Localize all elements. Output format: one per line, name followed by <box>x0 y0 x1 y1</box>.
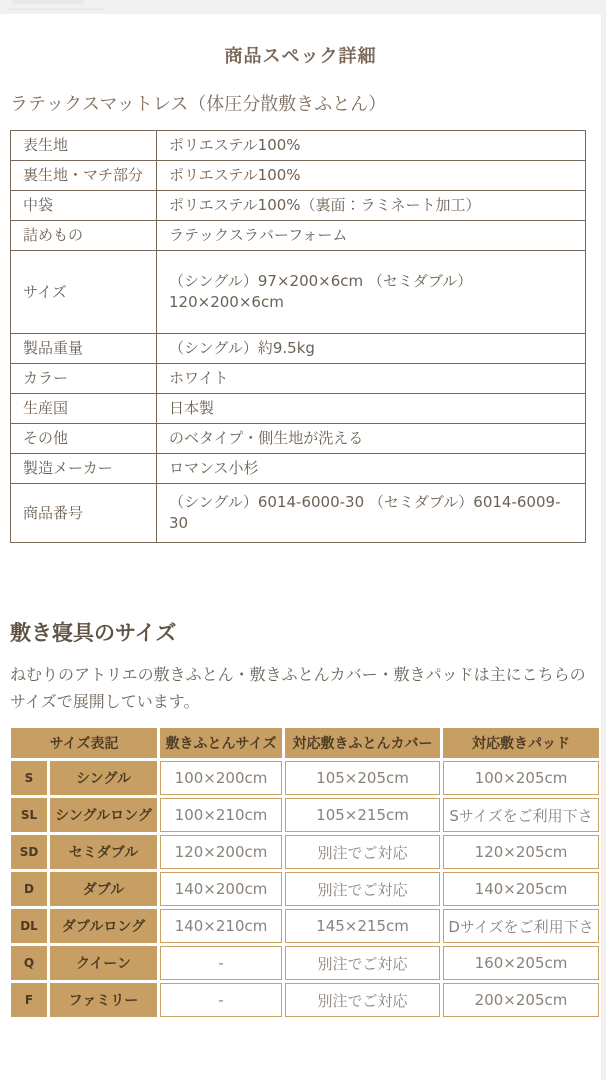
size-header-cover: 対応敷きふとんカバー <box>285 728 440 758</box>
spec-value: ポリエステル100% <box>157 161 586 191</box>
spec-value: （シングル）97×200×6cm （セミダブル）120×200×6cm <box>157 251 586 334</box>
size-cell-futon: 100×200cm <box>160 761 282 795</box>
spec-label: その他 <box>11 424 157 454</box>
size-cell-futon: 140×200cm <box>160 872 282 906</box>
size-cell-pad: Sサイズをご利用下さ <box>443 798 599 832</box>
size-cell-pad: Dサイズをご利用下さ <box>443 909 599 943</box>
spec-row <box>11 394 586 424</box>
size-section-description: ねむりのアトリエの敷きふとん・敷きふとんカバー・敷きパッドは主にこちらのサイズで展開しています。 <box>10 665 586 711</box>
spec-row <box>11 454 586 484</box>
size-cell-cover: 105×205cm <box>285 761 440 795</box>
spec-label: 生産国 <box>11 394 157 424</box>
spec-label: サイズ <box>11 251 157 334</box>
spec-value: 日本製 <box>157 394 586 424</box>
product-name-subtitle: ラテックスマットレス（体圧分散敷きふとん） <box>10 94 387 115</box>
size-cell-name: ダブル <box>50 872 157 906</box>
spec-label: 商品番号 <box>11 484 157 543</box>
size-cell-futon: 100×210cm <box>160 798 282 832</box>
spec-row <box>11 424 586 454</box>
size-row <box>11 983 599 1017</box>
size-cell-pad: 160×205cm <box>443 946 599 980</box>
spec-value: （シングル）6014-6000-30 （セミダブル）6014-6009-30 <box>157 484 586 543</box>
spec-row <box>11 191 586 221</box>
size-cell-code: F <box>11 983 47 1017</box>
spec-value: ポリエステル100%（裏面：ラミネート加工） <box>157 191 586 221</box>
size-row <box>11 835 599 869</box>
size-cell-pad: 120×205cm <box>443 835 599 869</box>
spec-row <box>11 221 586 251</box>
cutoff-text-fragment <box>12 0 84 4</box>
size-header-futon: 敷きふとんサイズ <box>160 728 282 758</box>
spec-row <box>11 161 586 191</box>
spec-label: カラー <box>11 364 157 394</box>
size-cell-cover: 別注でご対応 <box>285 946 440 980</box>
size-cell-code: SL <box>11 798 47 832</box>
size-row <box>11 798 599 832</box>
size-cell-cover: 別注でご対応 <box>285 983 440 1017</box>
spec-value: ラテックスラバーフォーム <box>157 221 586 251</box>
size-cell-code: DL <box>11 909 47 943</box>
product-spec-table <box>10 130 586 543</box>
size-row <box>11 946 599 980</box>
size-cell-cover: 別注でご対応 <box>285 835 440 869</box>
size-header-row <box>11 728 599 758</box>
size-row <box>11 872 599 906</box>
size-row <box>11 909 599 943</box>
product-spec-table-body <box>11 131 586 543</box>
size-cell-futon: 140×210cm <box>160 909 282 943</box>
spec-row <box>11 251 586 334</box>
size-cell-code: Q <box>11 946 47 980</box>
size-cell-cover: 145×215cm <box>285 909 440 943</box>
bedding-size-table-body <box>11 761 599 1017</box>
spec-label: 裏生地・マチ部分 <box>11 161 157 191</box>
bedding-size-table <box>8 725 602 1020</box>
spec-label: 表生地 <box>11 131 157 161</box>
spec-row <box>11 484 586 543</box>
size-cell-pad: 140×205cm <box>443 872 599 906</box>
cutoff-top-element <box>8 0 108 12</box>
spec-value: （シングル）約9.5kg <box>157 334 586 364</box>
spec-label: 製造メーカー <box>11 454 157 484</box>
spec-label: 詰めもの <box>11 221 157 251</box>
page-title: 商品スペック詳細 <box>224 46 377 67</box>
spec-value: ホワイト <box>157 364 586 394</box>
size-cell-code: D <box>11 872 47 906</box>
size-cell-cover: 105×215cm <box>285 798 440 832</box>
size-cell-pad: 200×205cm <box>443 983 599 1017</box>
size-cell-futon: - <box>160 983 282 1017</box>
size-cell-name: ファミリー <box>50 983 157 1017</box>
spec-label: 製品重量 <box>11 334 157 364</box>
size-cell-name: クイーン <box>50 946 157 980</box>
size-cell-futon: - <box>160 946 282 980</box>
size-cell-name: ダブルロング <box>50 909 157 943</box>
spec-value: ロマンス小杉 <box>157 454 586 484</box>
size-cell-name: シングルロング <box>50 798 157 832</box>
size-cell-name: シングル <box>50 761 157 795</box>
spec-row <box>11 364 586 394</box>
size-header-notation: サイズ表記 <box>11 728 157 758</box>
size-cell-code: SD <box>11 835 47 869</box>
size-cell-futon: 120×200cm <box>160 835 282 869</box>
spec-row <box>11 131 586 161</box>
size-cell-cover: 別注でご対応 <box>285 872 440 906</box>
size-cell-code: S <box>11 761 47 795</box>
bedding-size-table-head <box>11 728 599 758</box>
size-cell-name: セミダブル <box>50 835 157 869</box>
spec-value: のベタイプ・側生地が洗える <box>157 424 586 454</box>
spec-value: ポリエステル100% <box>157 131 586 161</box>
cutoff-underline <box>8 8 104 10</box>
size-row <box>11 761 599 795</box>
spec-row <box>11 334 586 364</box>
size-section-title: 敷き寝具のサイズ <box>10 621 177 645</box>
size-cell-pad: 100×205cm <box>443 761 599 795</box>
size-header-pad: 対応敷きパッド <box>443 728 599 758</box>
product-spec-page <box>0 14 601 1080</box>
spec-label: 中袋 <box>11 191 157 221</box>
